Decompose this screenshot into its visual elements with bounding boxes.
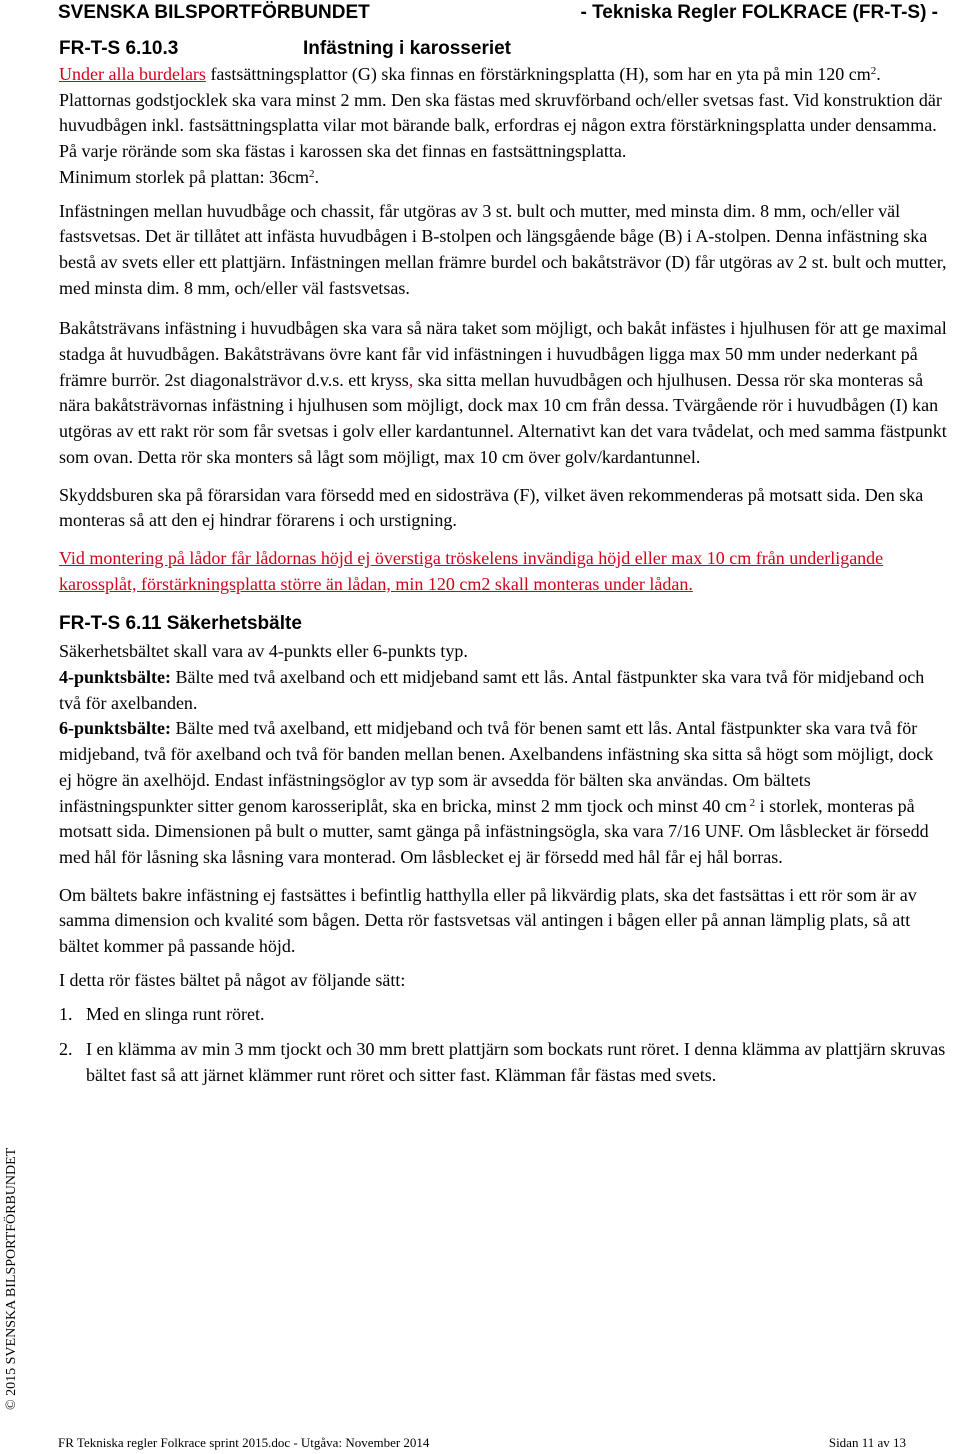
superscript: 2 — [308, 167, 315, 180]
section-number: FR-T-S 6.11 — [59, 613, 162, 635]
bold-label: 6-punktsbälte: — [59, 718, 172, 739]
document-body — [59, 36, 949, 1089]
paragraph: Om bältets bakre infästning ej fastsättes i befintlig hatthylla eller på likvärdig plats, ska det fastsättas i ett rör som är av samma dimension och kvalité som bågen. Detta rör fastsvetsas väl antingen i bågen eller på annan lämplig plats, så att bältet kommer på passande höjd. — [59, 884, 917, 957]
paragraph: Säkerhetsbältet skall vara av 4-punkts eller 6-punkts typ. — [59, 641, 468, 662]
paragraph — [59, 716, 949, 870]
bold-label: 4-punktsbälte: — [59, 667, 172, 688]
section-heading-6-11 — [59, 609, 949, 639]
list-item — [59, 1037, 949, 1088]
paragraph: Skyddsburen ska på förarsidan vara försedd med en sidosträva (F), vilket även rekommenderas på motsatt sida. Den ska monteras så att den ej hindrar förarens i och urstigning. — [59, 484, 924, 531]
underlined-red-text: Vid montering på lådor får lådornas höjd ej överstiga tröskelens invändiga höjd eller max 10 cm från underligande karossplåt, förstärkningsplatta större än lådan, min 120 cm2 skall monteras under lådan. — [59, 547, 884, 594]
page-number: Sidan 11 av 13 — [828, 1435, 906, 1450]
section-title: Infästning i karosseriet — [303, 38, 512, 59]
section-number: FR-T-S 6.10.3 — [59, 38, 179, 59]
text: fastsättningsplattor (G) ska finnas en förstärkningsplatta (H), som har en yta på min 120 cm — [205, 64, 871, 84]
footer-doc-info: FR Tekniska regler Folkrace sprint 2015.doc - Utgåva: November 2014 — [58, 1435, 430, 1450]
copyright-sidebar: © 2015 SVENSKA BILSPORTFÖRBUNDET — [4, 1147, 19, 1410]
text: i storlek, monteras på motsatt sida. Dimensionen på bult o mutter, samt gänga på infästningsögla, ska vara 7/16 UNF. Om låsblecket är försedd med hål för låsning ska låsning vara monterad. Om låsblecket ej är försedd med hål får ej hål borras. — [59, 795, 929, 867]
underlined-text: Under alla burdelars — [59, 64, 206, 84]
page-footer — [58, 1433, 906, 1453]
text: . — [314, 166, 319, 187]
header-doc-title: - Tekniska Regler FOLKRACE (FR-T-S) - — [580, 2, 938, 23]
text: Bälte med två axelband och ett midjeband samt ett lås. Antal fästpunkter ska vara två för midjeband och två för axelbanden. — [59, 667, 925, 713]
paragraph — [59, 165, 949, 191]
red-text: , — [408, 369, 414, 390]
paragraph — [59, 62, 949, 139]
paragraph — [59, 665, 949, 716]
text: Bälte med två axelband, ett midjeband och två för benen samt ett lås. Antal fästpunkter ska vara två för midjeband, två för axelband och två för banden mellan benen. Axelbandens infästning ska sitta så högt som möjligt, dock ej högre än axelhöjd. Endast infästningsöglor av typ som är avsedda för bälten ska användas. Om bältets infästningspunkter sitter genom karosseriplåt, ska en bricka, minst 2 mm tjock och minst 40 cm — [59, 718, 934, 816]
text: ska sitta mellan huvudbågen och hjulhusen. Dessa rör ska monteras så nära bakåtsträvornas infästning i hjulhusen som möjligt, dock max 10 cm från dessa. Tvärgående rör i huvudbågen (I) kan utgöras av ett rakt rör som får svetsas i golv eller kardantunnel. Alternativt kan det vara tvådelat, och med samma fästpunkt som ovan. Detta rör ska monters så lågt som möjligt, max 10 cm över golv/kardantunnel. — [59, 369, 947, 467]
list-item — [59, 1002, 949, 1028]
list-text: Med en slinga runt röret. — [86, 1003, 265, 1024]
paragraph-red — [59, 546, 949, 597]
header-org: SVENSKA BILSPORTFÖRBUNDET — [58, 2, 370, 23]
list-text: I en klämma av min 3 mm tjockt och 30 mm brett plattjärn som bockats runt röret. I denna klämma av plattjärn skruvas bältet fast så att järnet klämmer runt röret och sitter fast. Klämman får fästas med svets. — [86, 1039, 946, 1085]
section-title: Säkerhetsbälte — [166, 613, 302, 635]
paragraph: På varje rörände som ska fästas i karossen ska det finnas en fastsättningsplatta. — [59, 141, 627, 162]
text: Bakåtsträvans infästning i huvudbågen ska vara så nära taket som möjligt, och bakåt infästes i hjulhusen för att ge maximal stadga åt huvudbågen. Bakåtsträvans övre kant får vid infästningen i huvudbågen ligga max 50 mm under nederkant på främre burrör. 2st diagonalsträvor d.v.s. ett kryss — [59, 318, 947, 390]
section-heading-6-10-3 — [59, 36, 949, 62]
paragraph — [59, 316, 949, 470]
list-number: 2. — [59, 1039, 73, 1060]
superscript: 2 — [746, 796, 756, 809]
page-header — [58, 2, 938, 28]
paragraph: I detta rör fästes bältet på något av följande sätt: — [59, 969, 406, 990]
superscript: 2 — [870, 65, 877, 77]
text: Minimum storlek på plattan: 36cm — [59, 166, 309, 187]
paragraph: Infästningen mellan huvudbåge och chassit, får utgöras av 3 st. bult och mutter, med minsta dim. 8 mm, och/eller väl fastsvetsas. Det är tillåtet att infästa huvudbågen i B-stolpen och längsgående båge (B) i A-stolpen. Denna infästning ska bestå av svets eller ett plattjärn. Infästningen mellan främre burdel och bakåtsträvor (D) får utgöras av 2 st. bult och mutter, med minsta dim. 8 mm, och/eller väl fastsvetsas. — [59, 200, 947, 298]
fastening-list — [59, 1002, 949, 1089]
list-number: 1. — [59, 1003, 73, 1024]
text: . Plattornas godstjocklek ska vara minst 2 mm. Den ska fästas med skruvförband och/eller svetsas fast. Vid konstruktion där huvudbågen inkl. fastsättningsplatta vilar mot bärande balk, erfordras ej någon extra förstärkningsplatta under densamma. — [59, 64, 942, 136]
